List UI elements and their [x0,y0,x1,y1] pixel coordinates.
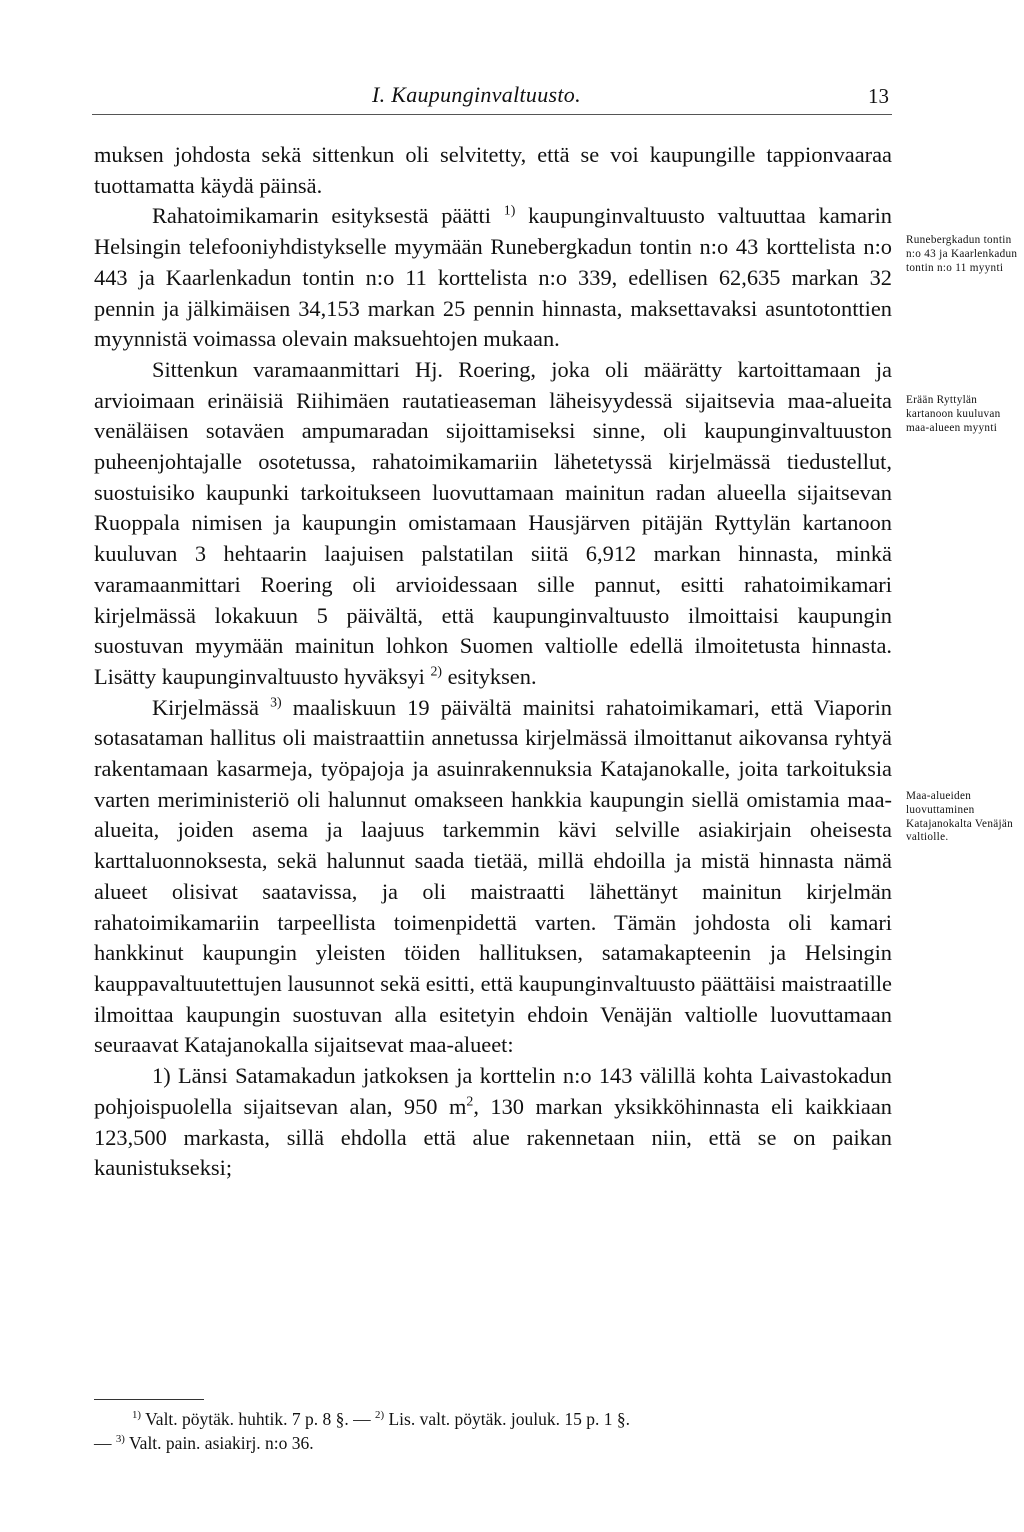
footnotes [94,1407,894,1455]
margin-note-runeberg: Runebergkadun tontin n:o 43 ja Kaarlenkadun tontin n:o 11 myynti [906,234,1018,274]
footnote-line-2: — $^{3)}$ Valt. pain. asiakirj. n:o 36. [94,1433,314,1453]
margin-note-katajanokka: Maa-alueiden luovuttaminen Katajanokalta Venäjän valtiolle. [906,790,1014,844]
paragraph-ryttyla-sale: Sittenkun varamaanmittari Hj. Roering, joka oli määrätty kartoittamaan ja arvioimaan erinäisiä Riihimäen rautatieaseman läheisyydessä sijaitsevia maa-alueita venäläisen sotaväen ampumaradan sijoittamiseksi sinne, oli kaupunginvaltuuston puheenjohtajalle osotetussa, rahatoimikamariin lähetetyssä kirjelmässä tiedustellut, suostuisiko kaupunki tarkoitukseen luovuttamaan mainitun radan alueella sijaitsevan Ruoppala nimisen ja kaupungin omistamaan Hausjärven pitäjän Ryttylän kartanoon kuuluvan 3 hehtaarin laajuisen palstatilan siitä 6,912 markan hinnasta, minkä varamaanmittari Roering oli arvioidessaan sille pannut, esitti rahatoimikamari kirjelmässä lokakuun 5 päivältä, että kaupunginvaltuusto ilmoittaisi kaupungin suostuvan myymään mainitun lohkon Suomen valtiolle edellä ilmoitetusta hinnasta. Lisätty kaupunginvaltuusto hyväksyi $^{2)}$ esityksen. [94,356,892,689]
page-header-title: I. Kaupunginvaltuusto. [372,82,581,107]
footnote-line-1: $^{1)}$ Valt. pöytäk. huhtik. 7 p. 8 §. — $^{2)}$ Lis. valt. pöytäk. jouluk. 15 p. 1 §. [132,1409,631,1429]
margin-note-ryttyla: Erään Ryttylän kartanoon kuuluvan maa-alueen myynti [906,394,1001,434]
paragraph-telephone-sale: Rahatoimikamarin esityksestä päätti $^{1)}$ kaupunginvaltuusto valtuuttaa kamarin Helsingin telefooniyhdistykselle myymään Runebergkadun tontin n:o 43 korttelista n:o 443 ja Kaarlenkadun tontin n:o 11 korttelista n:o 339, edellisen 62,635 markan 32 pennin ja jälkimäisen 34,153 markan 25 pennin hinnasta, maksettavaksi asuntotonttien myynnistä voimassa olevain maksuehtojen mukaan. [94,203,892,352]
main-text [94,140,892,1184]
paragraph-katajanokka: Kirjelmässä $^{3)}$ maaliskuun 19 päivältä mainitsi rahatoimikamari, että Viaporin sotasataman hallitus oli maistraattiin annetussa kirjelmässä ilmoittanut aikovansa ryhtyä rakentamaan kasarmeja, työpajoja ja asuinrakennuksia Katajanokalle, joita tarkoituksia varten meriministeriö oli halunnut omakseen hankkia kaupungin siellä omistamia maa-alueita, joiden asema ja laajuus tarkemmin kävi selville asiakirjain oheisesta karttaluonnoksesta, sekä halunnut saada tietää, millä ehdoilla ja mistä hinnasta nämä alueet olisivat saatavissa, ja oli maistraatti lähettänyt mainitun kirjelmän rahatoimikamariin tarpeellista toimenpidettä varten. Tämän johdosta oli kamari hankkinut kaupungin yleisten töiden hallituksen, satamakapteenin ja Helsingin kauppavaltuutettujen lausunnot sekä esitti, että kaupunginvaltuusto päättäisi maistraatille ilmoittaa kaupungin suostuvan alla esitetyin ehdoin Venäjän valtiolle luovuttamaan seuraavat Katajanokalla sijaitsevat maa-alueet: [94,694,892,1058]
page-number: 13 [868,84,889,108]
header-divider [92,114,892,115]
list-item-1: 1) Länsi Satamakadun jatkoksen ja korttelin n:o 143 välillä kohta Laivastokadun pohjoispuolella sijaitsevan alan, 950 $m^2$, 130 markan yksikköhinnasta eli kaikkiaan 123,500 markasta, sillä ehdolla että alue rakennetaan niin, että se on paikan kaunistukseksi; [94,1063,892,1181]
footnote-divider [94,1399,204,1400]
paragraph-continuation: muksen johdosta sekä sittenkun oli selvitetty, että se voi kaupungille tappionvaaraa tuottamatta käydä päinsä. [94,142,892,198]
